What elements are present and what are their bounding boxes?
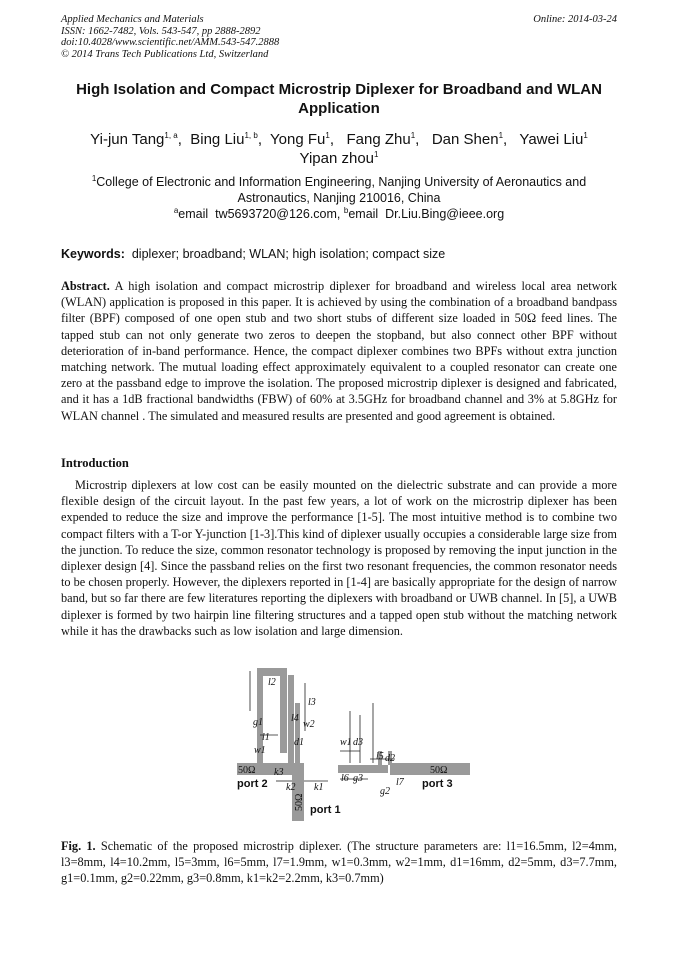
svg-text:l5: l5: [376, 751, 384, 762]
impedance-label: 50Ω: [294, 793, 305, 811]
svg-text:k2: k2: [286, 782, 296, 793]
svg-text:l1: l1: [262, 732, 270, 743]
email-address: tw5693720@126.com,: [215, 207, 341, 221]
svg-text:k1: k1: [314, 782, 324, 793]
svg-text:k3: k3: [274, 767, 284, 778]
svg-text:l2: l2: [268, 677, 276, 688]
running-header: [61, 14, 617, 60]
author: Yipan zhou$^1$: [299, 150, 379, 167]
svg-text:g3: g3: [353, 773, 363, 784]
impedance-label: 50Ω: [238, 765, 256, 776]
introduction-text: Microstrip diplexers at low cost can be easily mounted on the dielectric substrate and can provide a more flexible design of the circuit layout. In the past few years, a lot of work on the microstrip diplexer has been expended to reduce the size and improve the performance [1-5]. The most intuitive method is to combine two compact filters with a T-or Y-junction [1-3].This kind of diplexer usually occupies a considerable large size from the junction. To reduce the size, common resonator technology is proposed by removing the input junction in the diplexer design [4]. Since the passband relies on the first two resonant frequencies, the common resonator needs to be chosen properly. However, the diplexers reported in [1-4] are basically appropriate for the design of narrow band, but so far there are few literatures reporting the diplexers with broadband or UWB channel. In [5], a UWB diplexer is formed by two hairpin line filtering structures and a tapped open stub without the matching network while it has the drawbacks such as low isolation and large dimension.: [61, 478, 617, 638]
doi-line: doi:10.4028/www.scientific.net/AMM.543-547.2888: [61, 37, 280, 48]
abstract-text: A high isolation and compact microstrip diplexer for broadband and wireless local area network (WLAN) application is proposed in this paper. It is achieved by using the combination of a broadband bandpass filter (BPF) composed of one open stub and two short stubs of different size loaded in 50Ω feed lines. The tapped stub can not only generate two zeros to deepen the stopband, but also connect other BPF without deterioration of in-band performance. Hence, the compact diplexer combines two BPFs without extra junction matching network. The mutual loading effect approximately equivalent to a coupled resonator can create one zero at the passband edge to improve the isolation. The proposed microstrip diplexer is designed and fabricated, and it has a 1dB fractional bandwidths (FBW) of 60% at 3.5GHz for broadband channel and 3% at 5.8GHz for WLAN channel . The simulated and measured results are presented and good agreement is obtained.: [61, 279, 617, 423]
section-heading: Introduction: [61, 456, 129, 470]
port-label: port 3: [422, 778, 453, 790]
svg-text:l4: l4: [291, 713, 299, 724]
port-label: port 1: [310, 804, 341, 816]
abstract-label: Abstract.: [61, 279, 110, 293]
affiliation: $^1$College of Electronic and Information Engineering, Nanjing University of Aeronautics and Astronautics, Nanjing 210016, China: [91, 173, 587, 205]
figure-label: Fig. 1.: [61, 839, 96, 853]
author: Yawei Liu$^1$: [519, 131, 588, 148]
port-label: port 2: [237, 778, 268, 790]
issn-line: ISSN: 1662-7482, Vols. 543-547, pp 2888-2892: [61, 25, 261, 37]
copyright-line: © 2014 Trans Tech Publications Ltd, Switzerland: [61, 48, 269, 60]
impedance-label: 50Ω: [430, 765, 448, 776]
svg-text:d2: d2: [385, 753, 395, 764]
journal-name: Applied Mechanics and Materials: [61, 14, 204, 25]
author: Fang Zhu$^1$: [346, 131, 416, 148]
online-date: Online: 2014-03-24: [533, 14, 617, 25]
author: Dan Shen$^1$: [431, 131, 504, 148]
svg-text:w2: w2: [303, 719, 315, 730]
svg-text:l6: l6: [341, 773, 349, 784]
author-list: Yi-jun Tang$^{1, a}$, Bing Liu$^{1, b}$, Yong Fu$^1$, Fang Zhu$^1$, Dan Shen$^1$, Yawei Liu$^1$ Yipan zhou$^1$: [90, 131, 588, 167]
svg-text:d3: d3: [353, 737, 363, 748]
abstract: [61, 278, 617, 424]
svg-text:l3: l3: [308, 697, 316, 708]
svg-text:d1: d1: [294, 737, 304, 748]
figure-caption: Fig. 1. Schematic of the proposed microstrip diplexer. (The structure parameters are: l1=16.5mm, l2=4mm, l3=8mm, l4=10.2mm, l5=3mm, l6=5mm, l7=1.9mm, w1=0.3mm, w2=1mm, d1=16mm, d2=5mm, d3=7.7mm, g1=0.1mm, g2=0.22mm, g3=0.8mm, k1=k2=2.2mm, k3=0.7mm): [61, 839, 617, 886]
email-address: Dr.Liu.Bing@ieee.org: [385, 207, 505, 221]
svg-text:w1: w1: [340, 737, 352, 748]
author: Yi-jun Tang$^{1, a}$: [90, 131, 178, 148]
svg-text:g2: g2: [380, 786, 390, 797]
svg-text:l7: l7: [396, 777, 404, 788]
author: Bing Liu$^{1, b}$: [190, 131, 258, 148]
diplexer-schematic: [200, 663, 480, 833]
svg-text:g1: g1: [253, 717, 263, 728]
paper-title: High Isolation and Compact Microstrip Diplexer for Broadband and WLAN Application: [76, 81, 602, 117]
svg-text:w1: w1: [254, 745, 266, 756]
author: Yong Fu$^1$: [270, 131, 330, 148]
keywords: Keywords: diplexer; broadband; WLAN; high isolation; compact size: [61, 247, 446, 261]
email-line: $^a$email tw5693720@126.com, $^b$email Dr.Liu.Bing@ieee.org: [173, 205, 505, 221]
